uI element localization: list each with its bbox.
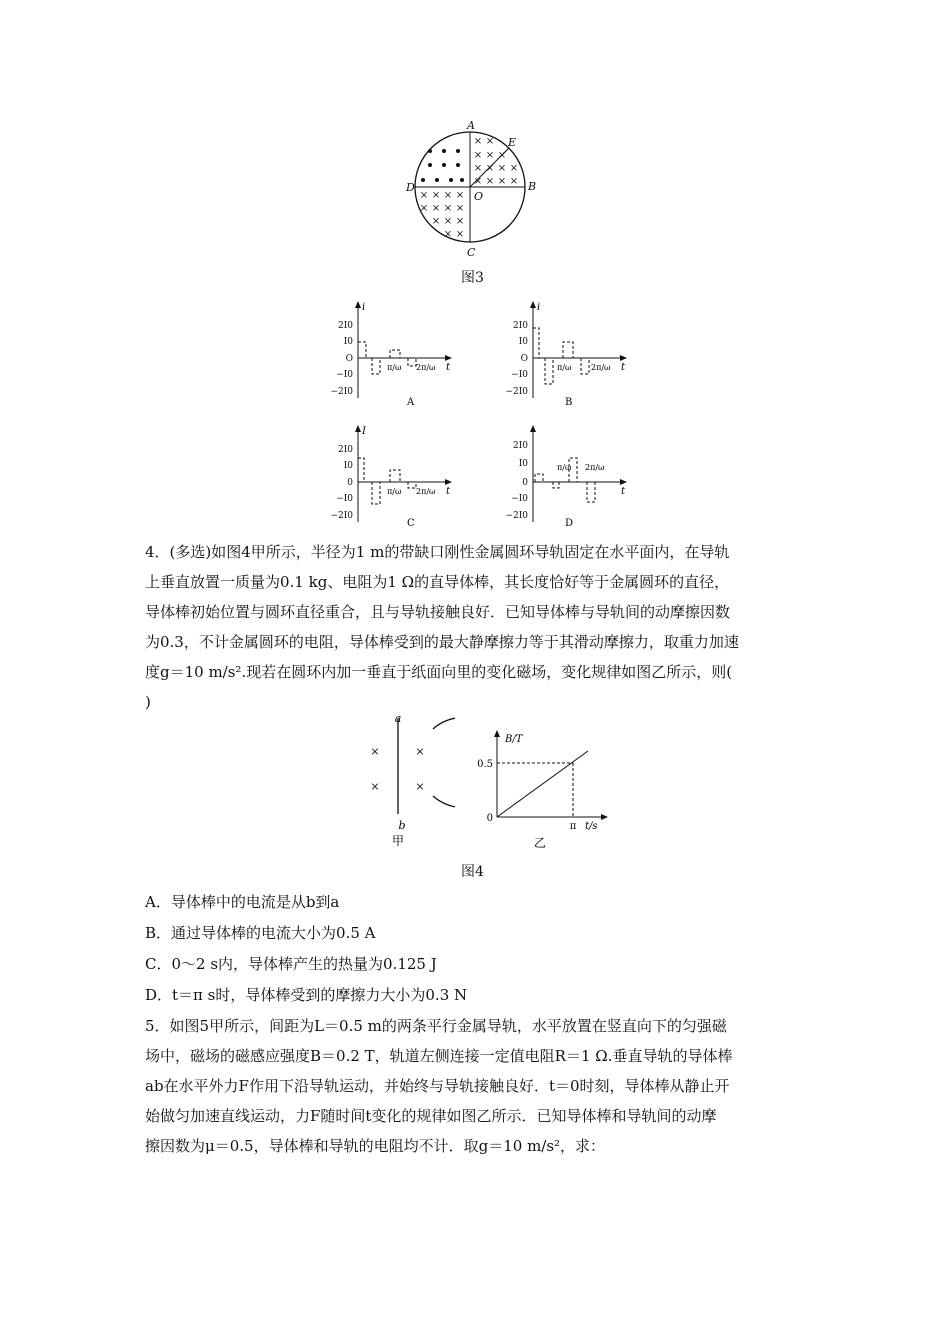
option-d: D．t＝π s时，导体棒受到的摩擦力大小为0.3 N [145, 986, 468, 1004]
tick-label: −I0 [336, 370, 353, 380]
text-line: 4．(多选)如图4甲所示，半径为1 m的带缺口刚性金属圆环导轨固定在水平面内，在导轨 [145, 543, 730, 561]
svg-text:×: × [497, 176, 507, 187]
tick-label: O [345, 354, 353, 364]
figure-4-caption: 图4 [461, 864, 484, 880]
svg-text:×: × [443, 216, 453, 227]
tick-label: −I0 [336, 494, 353, 504]
text-line: 擦因数为μ＝0.5，导体棒和导轨的电阻均不计．取g＝10 m/s²，求： [145, 1137, 606, 1155]
tick-label: 2I0 [337, 445, 353, 455]
svg-text:×: × [485, 163, 495, 174]
graph-letter: D [565, 518, 574, 529]
figure-label-jia: 甲 [391, 834, 405, 848]
x-tick-label: 2π/ω [416, 363, 436, 372]
option-c: C．0～2 s内，导体棒产生的热量为0.125 J [145, 955, 437, 973]
tick-label: I0 [343, 337, 353, 347]
svg-text:×: × [509, 163, 519, 174]
svg-text:×: × [473, 136, 483, 147]
svg-text:×: × [443, 203, 453, 214]
tick-label: −2I0 [505, 511, 528, 521]
svg-text:×: × [370, 745, 380, 758]
svg-text:×: × [473, 176, 483, 187]
tick-label: O [520, 354, 528, 364]
svg-text:×: × [431, 216, 441, 227]
svg-text:×: × [455, 203, 465, 214]
svg-text:×: × [485, 176, 495, 187]
label-b-end: b [398, 819, 406, 832]
graph-letter: A [407, 397, 415, 408]
svg-text:×: × [509, 176, 519, 187]
origin-label: 0 [486, 813, 493, 824]
text-line: 为0.3，不计金属圆环的电阻，导体棒受到的最大静摩擦力等于其滑动摩擦力，取重力加速 [145, 633, 739, 651]
x-tick-label: 2π/ω [585, 463, 605, 472]
label-o-point: O [474, 190, 484, 203]
y-axis-label: i [362, 302, 366, 313]
x-axis-label: t [446, 362, 451, 373]
svg-text:×: × [455, 190, 465, 201]
tick-label: −I0 [511, 494, 528, 504]
x-axis-label: t [446, 486, 451, 497]
svg-text:×: × [443, 229, 453, 240]
label-e-point: E [508, 136, 517, 149]
text-line: 导体棒初始位置与圆环直径重合，且与导轨接触良好．已知导体棒与导轨间的动摩擦因数 [145, 603, 731, 621]
graph-c [320, 422, 460, 536]
graph-b [495, 298, 635, 412]
tick-label: 2I0 [337, 321, 353, 331]
graph-a [320, 298, 460, 412]
label-c-point: C [467, 246, 476, 259]
svg-text:×: × [455, 216, 465, 227]
label-b-point: B [528, 180, 537, 193]
label-d-point: D [406, 181, 415, 194]
svg-text:×: × [497, 163, 507, 174]
text-line: 度g＝10 m/s².现若在圆环内加一垂直于纸面向里的变化磁场，变化规律如图乙所示，则( [145, 663, 733, 681]
svg-text:×: × [415, 745, 425, 758]
tick-label: I0 [518, 459, 528, 469]
figure-3-caption: 图3 [461, 270, 484, 286]
y-axis-label: i [537, 302, 541, 313]
text-line: 上垂直放置一质量为0.1 kg、电阻为1 Ω的直导体棒，其长度恰好等于金属圆环的直径， [145, 573, 730, 591]
x-axis-label: t [621, 362, 626, 373]
y-tick-label: 0.5 [477, 759, 493, 770]
x-tick-label: π/ω [557, 363, 572, 372]
text-line: 5．如图5甲所示，间距为L＝0.5 m的两条平行金属导轨，水平放置在竖直向下的匀强磁 [145, 1017, 727, 1035]
svg-text:×: × [485, 136, 495, 147]
figure-label-yi: 乙 [533, 836, 547, 850]
svg-text:×: × [443, 190, 453, 201]
x-tick-label: π/ω [557, 463, 572, 472]
text-line: 场中，磁场的磁感应强度B＝0.2 T，轨道左侧连接一定值电阻R＝1 Ω.垂直导轨的导体棒 [145, 1047, 733, 1065]
svg-text:×: × [419, 203, 429, 214]
text-line: ) [145, 693, 151, 711]
tick-label: I0 [343, 461, 353, 471]
x-axis-label: t [621, 486, 626, 497]
label-a-end: a [394, 712, 402, 725]
svg-text:×: × [370, 780, 380, 793]
text-line: ab在水平外力F作用下沿导轨运动，并始终与导轨接触良好．t＝0时刻，导体棒从静止开 [145, 1077, 730, 1095]
tick-label: 0 [347, 478, 353, 488]
svg-text:×: × [431, 203, 441, 214]
svg-text:×: × [497, 150, 507, 161]
tick-label: −2I0 [505, 387, 528, 397]
figure-3 [400, 118, 550, 263]
graph-letter: B [565, 397, 573, 408]
question-5-text [145, 1011, 810, 1161]
tick-label: I0 [518, 337, 528, 347]
graph-d [495, 422, 635, 536]
tick-label: 0 [522, 478, 528, 488]
svg-text:×: × [473, 163, 483, 174]
text-line: 始做匀加速直线运动，力F随时间t变化的规律如图乙所示．已知导体棒和导轨间的动摩 [145, 1107, 717, 1125]
option-a: A．导体棒中的电流是从b到a [145, 893, 340, 911]
svg-text:×: × [431, 190, 441, 201]
tick-label: 2I0 [512, 321, 528, 331]
figure-4-jia [345, 712, 455, 852]
question-4-text [145, 537, 810, 717]
svg-text:×: × [485, 150, 495, 161]
svg-text:×: × [419, 190, 429, 201]
x-tick-label: π [569, 821, 577, 832]
x-tick-label: 2π/ω [591, 363, 611, 372]
x-tick-label: π/ω [387, 487, 402, 496]
tick-label: −I0 [511, 370, 528, 380]
svg-text:×: × [473, 150, 483, 161]
tick-label: 2I0 [512, 441, 528, 451]
x-tick-label: 2π/ω [416, 487, 436, 496]
figure-4-yi [475, 725, 615, 853]
y-axis-label: B/T [505, 734, 523, 745]
option-b: B．通过导体棒的电流大小为0.5 A [145, 924, 376, 942]
tick-label: −2I0 [330, 511, 353, 521]
svg-text:×: × [415, 780, 425, 793]
svg-text:×: × [455, 229, 465, 240]
y-axis-label: I [362, 426, 366, 437]
label-a-point: A [467, 119, 475, 132]
x-axis-label: t/s [585, 821, 598, 832]
x-tick-label: π/ω [387, 363, 402, 372]
tick-label: −2I0 [330, 387, 353, 397]
graph-letter: C [407, 518, 415, 529]
